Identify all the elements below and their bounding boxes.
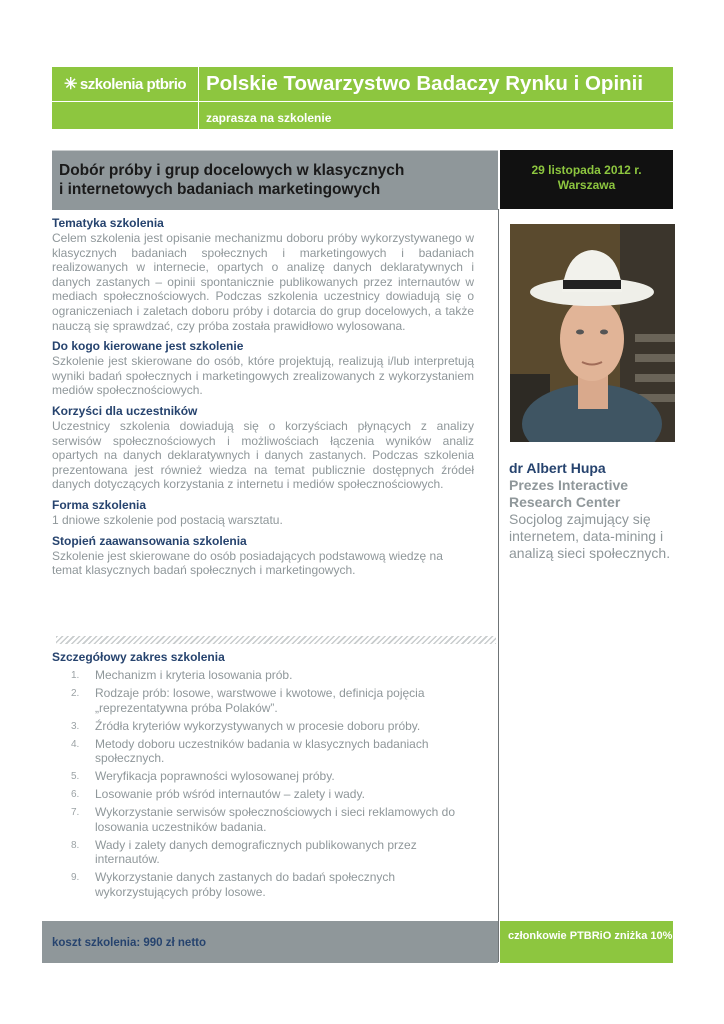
section-audience [52,339,474,398]
section-text: Celem szkolenia jest opisanie mechanizmu doboru próby wykorzystywanego w klasycznych badaniach społecznych i marketingowych i badaniach realizowanych w internecie, opartych o analizę danych deklaratywnych i danych zastanych – opinii spontanicznie publikowanych przez internautów w mediach społecznościowych. Podczas szkolenia uczestnicy dowiadują się o ograniczeniach i zaletach doboru próby i dotarcia do grup docelowych, a także nauczą się sprawdzać, czy próba została prawidłowo wylosowana. [52,231,474,333]
list-number: 8. [71,839,80,851]
section-text: Szkolenie jest skierowane do osób, które projektują, realizują i/lub interpretują wyniki badań społecznych i marketingowych zrealizowanych z wykorzystaniem mediów społecznościowych. [52,354,474,398]
header-subtitle: zaprasza na szkolenie [199,102,673,129]
list-text: Wady i zalety danych demograficznych publikowanych przez internautów. [95,837,417,867]
section-heading: Korzyści dla uczestników [52,403,198,418]
section-text: Uczestnicy szkolenia dowiadują się o korzyściach płynących z analizy serwisów społecznościowych i możliwościach łączenia wyników analiz opartych na danych deklaratywnych i danych zastanych. Podczas szkolenia prezentowana jest również wiedza na temat publicznie dostępnych źródeł danych dotyczących korzystania z internetu i mediów społecznościowych. [52,418,474,492]
course-title [59,161,404,199]
scope-list [68,668,478,903]
list-text: Metody doboru uczestników badania w klasycznych badaniach społecznych. [95,736,429,766]
list-item [68,805,478,834]
header-logo-box [52,67,198,101]
list-number: 7. [71,807,80,819]
list-item [68,769,478,784]
list-text: Rodzaje prób: losowe, warstwowe i kwotowe, definicja pojęcia „reprezentatywna próba Polaków”. [95,685,425,715]
scope-heading: Szczegółowy zakres szkolenia [52,650,225,664]
list-number: 3. [71,720,80,732]
ptbrio-logo [64,74,186,94]
speaker-name: dr Albert Hupa [509,460,606,476]
list-number: 9. [71,872,80,884]
section-format [52,498,474,528]
section-level [52,534,474,578]
section-heading: Stopień zaawansowania szkolenia [52,533,247,548]
list-number: 1. [71,670,80,681]
list-item [68,787,478,802]
list-item [68,838,478,867]
course-price: koszt szkolenia: 990 zł netto [52,937,207,949]
course-city: Warszawa [557,178,616,192]
course-title-line1: Dobór próby i grup docelowych w klasycznych [59,162,405,179]
footer-discount-box [500,921,673,963]
list-number: 4. [71,738,80,750]
section-heading: Do kogo kierowane jest szkolenie [52,339,244,354]
list-item [68,668,478,683]
course-title-line2: i internetowych badaniach marketingowych [59,181,381,198]
speaker-description: Socjolog zajmujący się internetem, data-mining i analizą sieci społecznych. [509,511,671,561]
course-date: 29 listopada 2012 r. [531,163,642,177]
section-text: Szkolenie jest skierowane do osób posiadających podstawową wiedzę na temat klasycznych badań społecznych i marketingowych. [52,548,443,578]
list-text: Weryfikacja poprawności wylosowanej próby. [95,769,335,784]
section-benefits [52,404,474,492]
section-heading: Tematyka szkolenia [52,216,164,230]
course-title-box [52,150,498,210]
speaker-photo [510,224,675,442]
dotted-divider [56,636,496,644]
speaker-portrait-image [510,224,675,442]
list-text: Wykorzystanie serwisów społecznościowych i sieci reklamowych do losowania uczestników badania. [95,805,456,834]
list-text: Mechanizm i kryteria losowania prób. [95,668,293,682]
list-item [68,719,478,734]
header-sub-left [52,102,198,129]
list-text: Wykorzystanie danych zastanych do badań społecznych wykorzystujących próby losowe. [95,870,396,899]
header-title: Polskie Towarzystwo Badaczy Rynku i Opinii [199,67,673,101]
column-divider [498,209,499,962]
speaker-role: Prezes Interactive Research Center [509,477,629,510]
list-item [68,737,478,766]
sparkle-icon: ✳ [63,76,77,93]
section-topic [52,216,474,333]
list-text: Losowanie prób wśród internautów – zalety i wady. [95,787,365,802]
footer-price-box [42,921,498,963]
list-number: 5. [71,771,80,783]
member-discount: członkowie PTBRiO zniżka 10% [508,930,673,942]
logo-text: szkolenia ptbrio [79,75,187,93]
list-item [68,870,478,899]
speaker-info [509,460,679,562]
list-number: 2. [71,687,80,699]
main-content [52,216,474,584]
section-text: 1 dniowe szkolenie pod postacią warsztatu. [52,512,283,527]
list-number: 6. [71,789,80,801]
date-box [500,150,673,209]
list-text: Źródła kryteriów wykorzystywanych w procesie doboru próby. [95,718,421,733]
section-heading: Forma szkolenia [52,497,147,512]
list-item [68,686,478,715]
